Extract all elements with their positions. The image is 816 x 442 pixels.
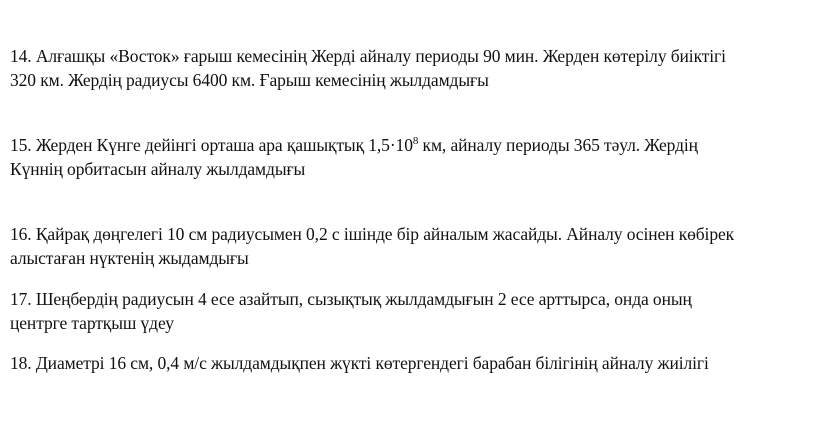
problem-15-exponent: 8 xyxy=(412,135,419,148)
problem-14-line-1: 14. Алғашқы «Восток» ғарыш кемесінің Жерді айналу периоды 90 мин. Жерден көтерілу биіктігі xyxy=(10,46,726,66)
problem-15-line-2: Күннің орбитасын айналу жылдамдығы xyxy=(10,159,306,179)
problem-15 xyxy=(10,133,810,181)
problem-15-line-1-rest: км, айналу периоды 365 тәул. Жердің xyxy=(418,135,698,155)
problem-14 xyxy=(10,44,810,92)
problem-17 xyxy=(10,287,810,335)
problem-17-line-2: центрге тартқыш үдеу xyxy=(10,313,174,333)
problem-16-line-1: 16. Қайрақ дөңгелегі 10 см радиусымен 0,2 с ішінде бір айналым жасайды. Айналу осінен көбірек xyxy=(10,224,735,244)
problem-15-line-1-text: 15. Жерден Күнге дейінгі орташа ара қашықтық 1,5·10 xyxy=(10,135,413,155)
problem-18 xyxy=(10,351,810,375)
problem-18-line-1: 18. Диаметрі 16 см, 0,4 м/с жылдамдықпен жүкті көтергендегі барабан білігінің айналу жиілігі xyxy=(10,353,709,373)
problem-16-line-2: алыстаған нүктенің жыдамдығы xyxy=(10,248,249,268)
problem-15-line-1 xyxy=(10,133,810,157)
problem-17-line-1: 17. Шеңбердің радиусын 4 есе азайтып, сызықтық жылдамдығын 2 есе арттырса, онда оның xyxy=(10,289,692,309)
problem-16 xyxy=(10,222,810,270)
problem-14-line-2: 320 км. Жердің радиусы 6400 км. Ғарыш кемесінің жылдамдығы xyxy=(10,70,489,90)
